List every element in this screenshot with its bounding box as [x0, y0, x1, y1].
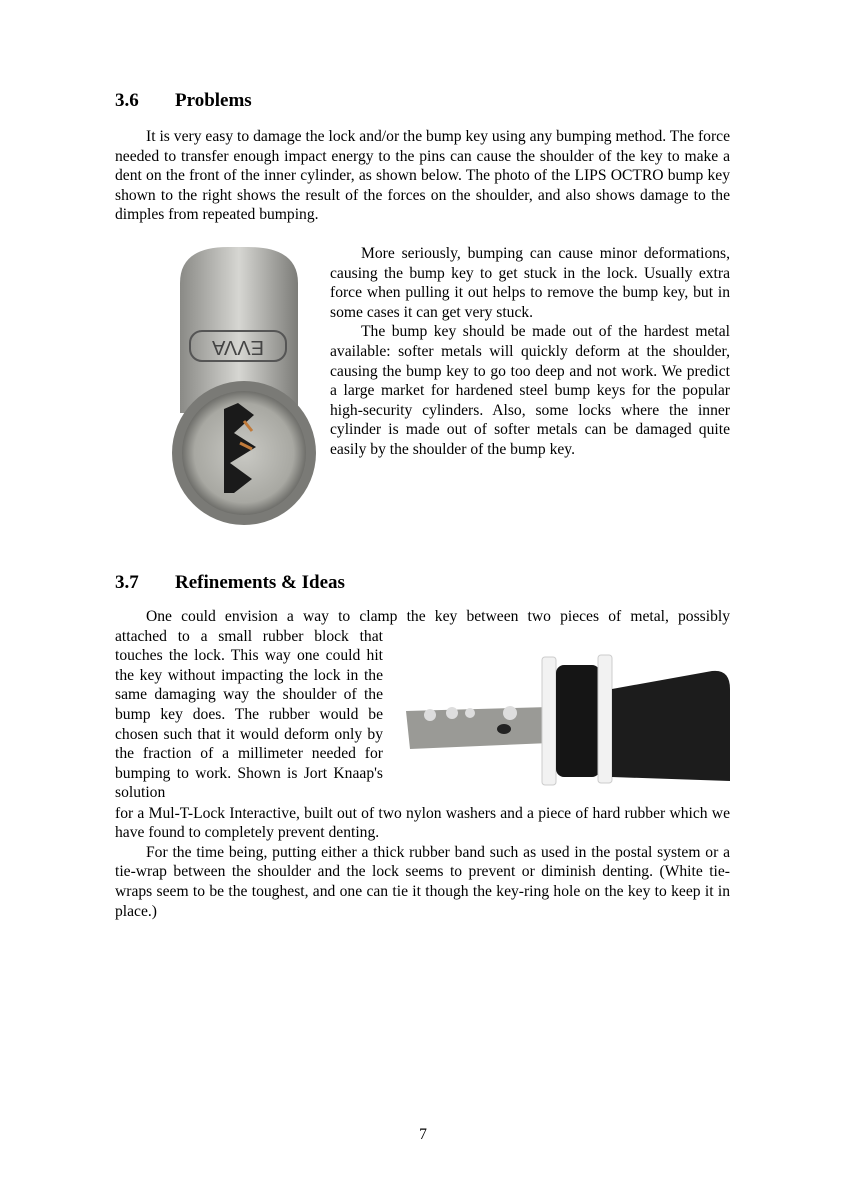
- section-number: 3.7: [115, 572, 139, 593]
- paragraph-rubber-band: For the time being, putting either a thick rubber band such as used in the postal system or a tie-wrap between the shoulder and the lock seems to prevent or diminish denting. (White tie-wraps seem to be the toughest, and one can tie it though the key-ring hole on the key to keep it in place.): [115, 843, 730, 920]
- paragraph-problems-intro: It is very easy to damage the lock and/or the bump key using any bumping method. The force needed to transfer enough impact energy to the pins can cause the shoulder of the key to make a dent on the front of the inner cylinder, as shown below. The photo of the LIPS OCTRO bump key shown to the right shows the result of the forces on the shoulder, and also shows damage to the dimples from repeated bumping.: [115, 128, 730, 224]
- section-title: Refinements & Ideas: [175, 572, 345, 593]
- paragraph-refinements-rest: for a Mul-T-Lock Interactive, built out of two nylon washers and a piece of hard rubber which we have found to completely prevent denting.: [115, 804, 730, 842]
- bump-key-photo: [168, 243, 320, 527]
- section-heading-3-7: [115, 572, 345, 594]
- section-number: 3.6: [115, 90, 139, 111]
- problems-side-text: [330, 244, 730, 460]
- page-number: 7: [419, 1126, 427, 1143]
- mul-t-lock-key-with-washers-photo: [400, 649, 730, 789]
- paragraph-refinements-first-line: One could envision a way to clamp the key between two pieces of metal, possibly: [146, 608, 730, 625]
- paragraph-hardest-metal: The bump key should be made out of the hardest metal available: softer metals will quickly deform at the shoulder, causing the bump key to go too deep and not work. We predict a large market for hardened steel bump keys for the popular high-security cylinders. Also, some locks where the inner cylinder is made out of softer metals can be damaged quite easily by the shoulder of the bump key.: [330, 323, 730, 458]
- paragraph-deformations: More seriously, bumping can cause minor deformations, causing the bump key to get stuck in the lock. Usually extra force when pulling it out helps to remove the bump key, but in some cases it can get very stuck.: [330, 245, 730, 321]
- section-heading-3-6: [115, 90, 252, 112]
- section-title: Problems: [175, 90, 252, 111]
- paragraph-refinements-wrapped: attached to a small rubber block that touches the lock. This way one could hit the key without impacting the lock in the same damaging way the shoulder of the bump key does. The rubber would be chosen such that it would deform only by the fraction of a millimeter needed for bumping to work. Shown is Jort Knaap's solution: [115, 627, 383, 802]
- key-brand-label: EVVA: [212, 336, 264, 358]
